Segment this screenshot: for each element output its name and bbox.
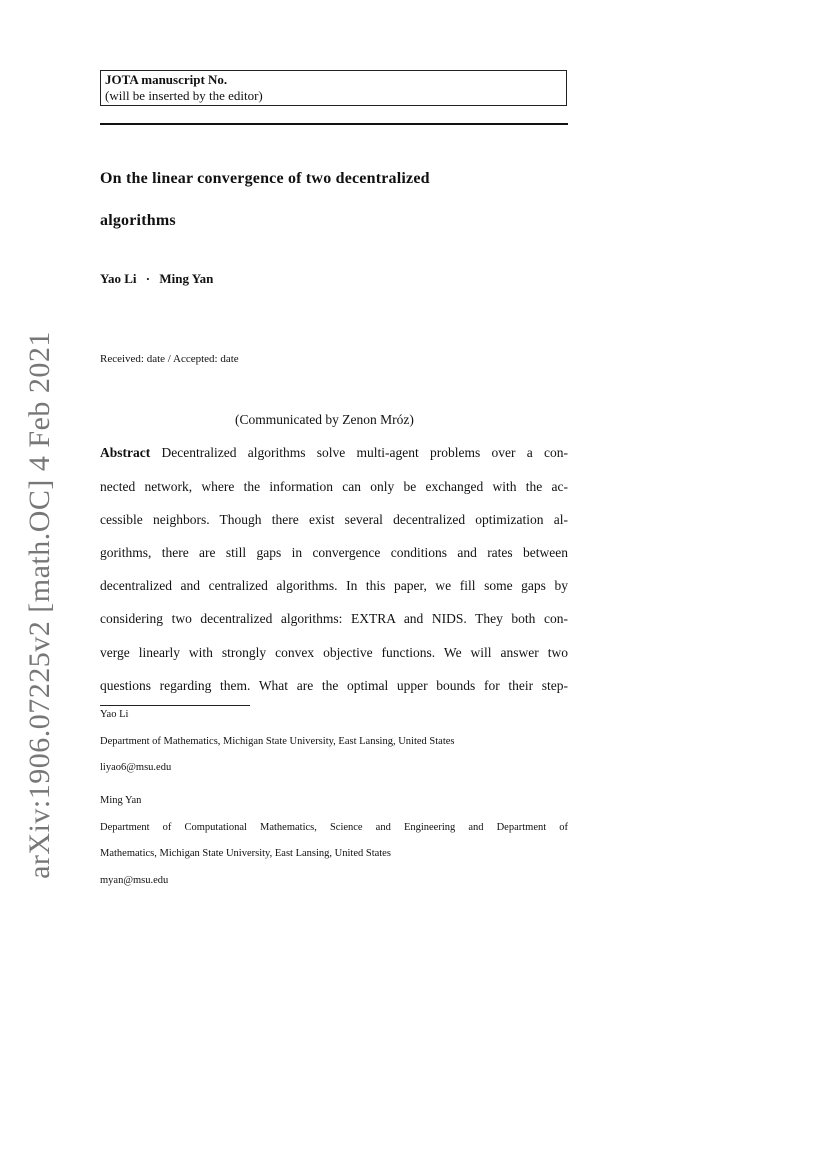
abstract-line-2: nected network, where the information can only be exchanged with the ac- xyxy=(100,479,568,494)
author-list xyxy=(100,271,213,287)
header-rule xyxy=(100,123,568,125)
author-name-2: Ming Yan xyxy=(159,271,214,286)
footnote-author2-affiliation-1: Department of Computational Mathematics, Science and Engineering and Department of xyxy=(100,822,568,833)
abstract-line-5: decentralized and centralized algorithms. In this paper, we fill some gaps by xyxy=(100,578,568,593)
received-date: Received: date / Accepted: date xyxy=(100,353,239,365)
abstract-line-7: verge linearly with strongly convex objective functions. We will answer two xyxy=(100,645,568,660)
footnote-author1-affiliation: Department of Mathematics, Michigan State University, East Lansing, United States xyxy=(100,736,455,747)
abstract-line-1 xyxy=(100,445,568,461)
manuscript-label: JOTA manuscript No. xyxy=(105,72,228,87)
footnote-author1-name: Yao Li xyxy=(100,709,129,720)
footnote-author2-email[interactable]: myan@msu.edu xyxy=(100,875,169,886)
editor-note: (will be inserted by the editor) xyxy=(105,88,263,103)
abstract-line-6: considering two decentralized algorithms: EXTRA and NIDS. They both con- xyxy=(100,611,568,626)
manuscript-info-box xyxy=(100,70,567,106)
abstract-line-4: gorithms, there are still gaps in convergence conditions and rates between xyxy=(100,545,568,560)
footnote-author1-email[interactable]: liyao6@msu.edu xyxy=(100,762,172,773)
paper-title-line2: algorithms xyxy=(100,212,176,229)
abstract-keyword: Abstract xyxy=(100,445,151,460)
communicated-by: (Communicated by Zenon Mróz) xyxy=(235,412,414,427)
abstract-line-3: cessible neighbors. Though there exist several decentralized optimization al- xyxy=(100,512,568,527)
footnote-rule xyxy=(100,705,250,706)
author-name-1: Yao Li xyxy=(100,271,137,286)
arxiv-identifier: arXiv:1906.07225v2 [math.OC] 4 Feb 2021 xyxy=(23,331,56,879)
footnote-author2-name: Ming Yan xyxy=(100,795,142,806)
footnote-author2-affiliation-2: Mathematics, Michigan State University, East Lansing, United States xyxy=(100,848,391,859)
author-separator: · xyxy=(145,271,151,286)
abstract-text-1: Decentralized algorithms solve multi-agent problems over a con- xyxy=(150,445,568,460)
paper-title-line1: On the linear convergence of two decentralized xyxy=(100,170,430,187)
abstract-line-8: questions regarding them. What are the optimal upper bounds for their step- xyxy=(100,678,568,693)
